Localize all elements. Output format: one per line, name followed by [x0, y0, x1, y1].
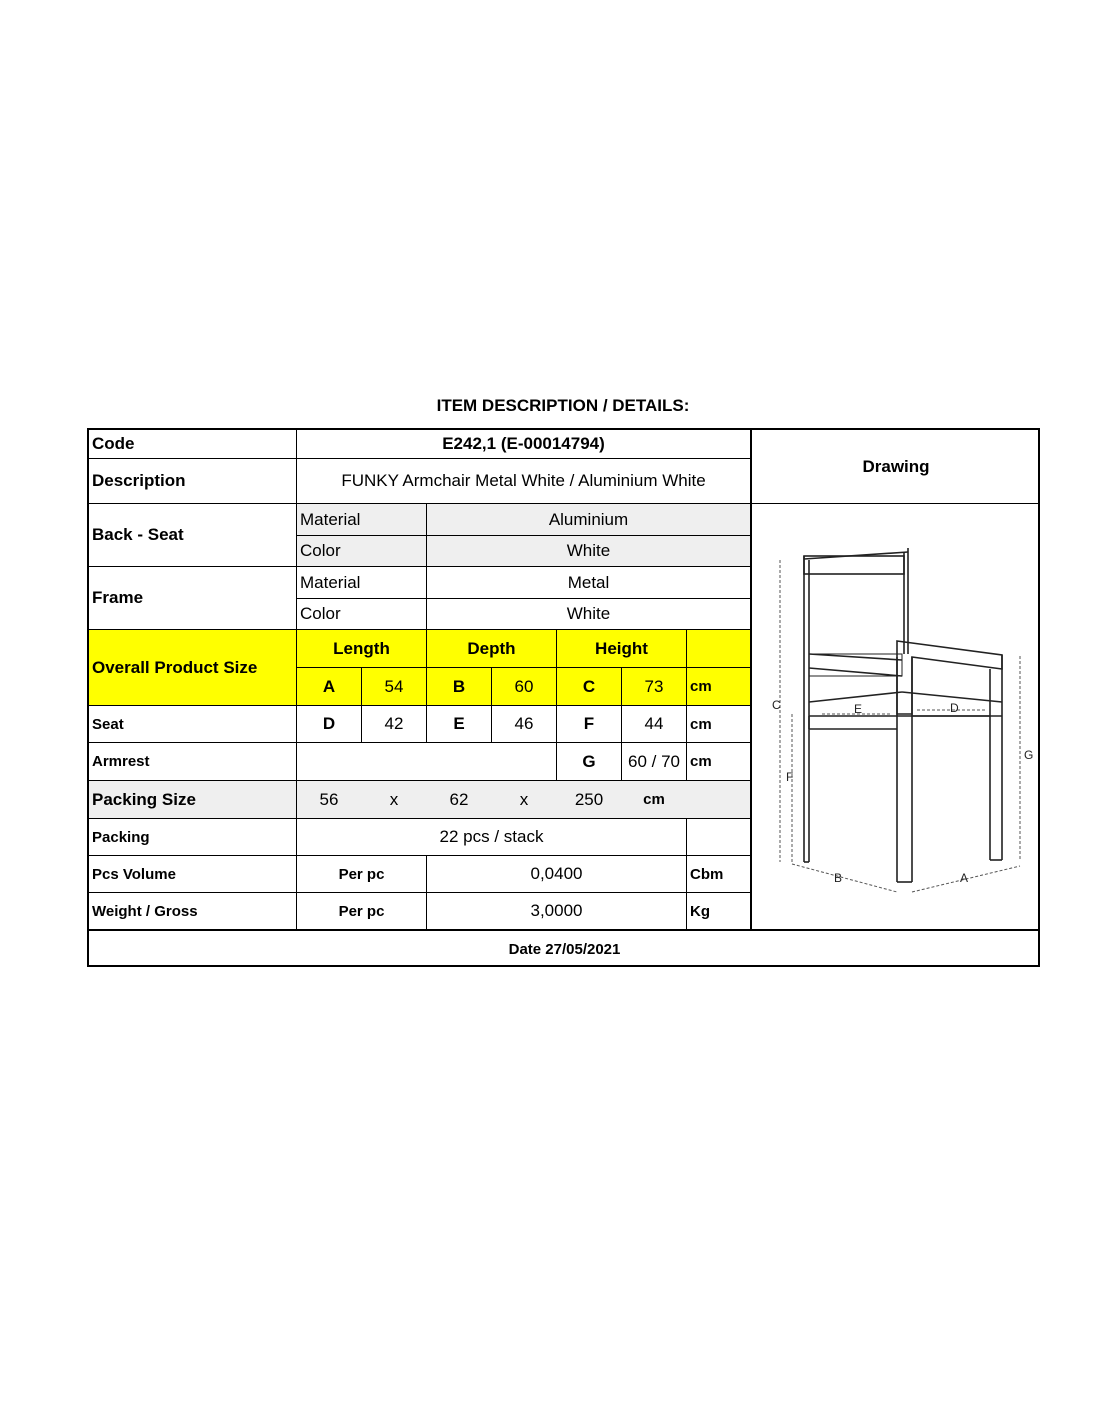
frame-color-value: White	[566, 604, 611, 623]
back-seat-material-value: Aluminium	[548, 509, 629, 529]
date-text: Date 27/05/2021	[508, 940, 621, 958]
length-header: Length	[333, 638, 390, 658]
dim-c-value: 73	[644, 676, 664, 696]
code-label: Code	[92, 434, 135, 453]
dim-e-letter: E	[453, 714, 465, 733]
dim-label-g: G	[1024, 748, 1034, 762]
overall-size-unit: cm	[690, 678, 712, 695]
dim-label-c: C	[772, 698, 781, 712]
packing-value: 22 pcs / stack	[439, 827, 544, 846]
back-seat-material-label: Material	[300, 509, 361, 529]
code-value: E242,1 (E-00014794)	[442, 434, 605, 453]
dim-b-letter: B	[452, 676, 466, 696]
frame-material-label: Material	[300, 572, 361, 592]
back-seat-label: Back - Seat	[92, 525, 184, 544]
packing-size-length: 56	[319, 789, 339, 809]
dim-label-b: B	[834, 871, 843, 885]
frame-material-value: Metal	[567, 572, 610, 592]
dim-label-d: D	[950, 701, 959, 715]
weight-label: Weight / Gross	[92, 902, 198, 920]
pcs-volume-unit: Cbm	[690, 865, 724, 883]
description-value: FUNKY Armchair Metal White / Aluminium White	[341, 471, 706, 490]
document-title: ITEM DESCRIPTION / DETAILS:	[436, 396, 690, 415]
pcs-volume-per: Per pc	[338, 865, 385, 883]
packing-label: Packing	[92, 828, 150, 846]
packing-size-unit: cm	[643, 791, 665, 808]
spec-sheet-table	[87, 428, 1040, 967]
chair-drawing	[752, 504, 1040, 929]
dim-d-value: 42	[384, 714, 404, 733]
description-label: Description	[92, 471, 186, 490]
weight-value: 3,0000	[530, 901, 583, 920]
frame-color-label: Color	[300, 604, 341, 623]
dim-a-value: 54	[384, 676, 404, 696]
dim-label-f: F	[786, 770, 794, 784]
dim-label-e: E	[854, 702, 863, 716]
packing-size-width: 62	[449, 789, 469, 809]
dim-e-value: 46	[514, 714, 534, 733]
weight-per: Per pc	[338, 902, 385, 920]
drawing-label: Drawing	[862, 456, 930, 476]
depth-header: Depth	[467, 638, 516, 658]
pcs-volume-label: Pcs Volume	[92, 865, 176, 883]
armrest-label: Armrest	[92, 753, 150, 770]
dim-g-letter: G	[582, 751, 596, 771]
seat-label: Seat	[92, 715, 124, 733]
packing-size-label: Packing Size	[92, 789, 196, 809]
back-seat-color-value: White	[566, 541, 611, 560]
dim-f-letter: F	[583, 714, 595, 733]
height-header: Height	[595, 638, 648, 658]
pcs-volume-value: 0,0400	[530, 864, 583, 883]
armrest-unit: cm	[690, 753, 712, 770]
packing-size-x2: x	[519, 789, 529, 809]
overall-size-label: Overall Product Size	[92, 657, 258, 677]
weight-unit: Kg	[690, 902, 710, 920]
packing-size-x1: x	[389, 789, 399, 809]
dim-label-a: A	[960, 871, 969, 885]
frame-label: Frame	[92, 588, 144, 607]
dim-a-letter: A	[322, 676, 336, 696]
dim-b-value: 60	[514, 676, 534, 696]
back-seat-color-label: Color	[300, 541, 341, 560]
packing-size-height: 250	[574, 789, 604, 809]
dim-d-letter: D	[322, 714, 336, 733]
dim-g-value: 60 / 70	[628, 751, 680, 771]
dim-c-letter: C	[582, 676, 596, 696]
seat-unit: cm	[690, 715, 712, 733]
dim-f-value: 44	[644, 714, 664, 733]
